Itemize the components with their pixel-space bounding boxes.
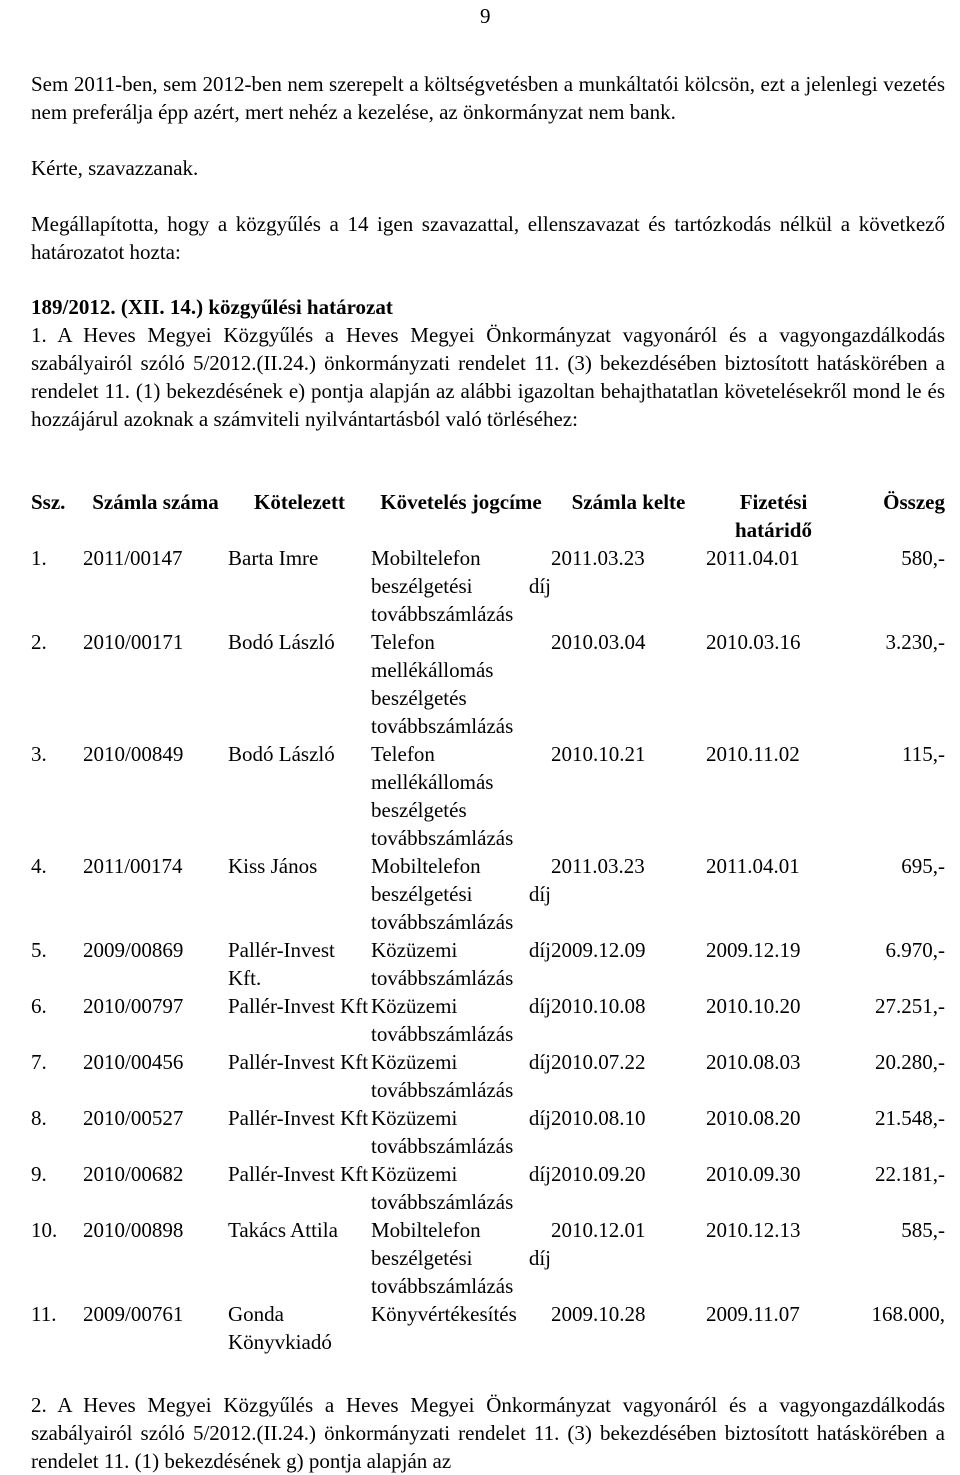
- row-kotelezett: Pallér-Invest Kft: [228, 1106, 369, 1130]
- row-szamla-szama: 2010/00849: [83, 742, 184, 766]
- row-hatarido: 2011.04.01: [706, 546, 800, 570]
- resolution-point-1: 1. A Heves Megyei Közgyűlés a Heves Megyei Önkormányzat vagyonáról és a vagyongazdálkodás szabályairól szóló 5/2012.(II.24.) önkormányzati rendelet 11. (3) bekezdésében biztosított hatáskörében a rendelet 11. (1) bekezdésének e) pontja alapján az alábbi igazoltan behajthatatlan követelésekről mond le és hozzájárul azoknak a számviteli nyilvántartásból való törléséhez:: [31, 323, 945, 431]
- row-kotelezett: Pallér-Invest Kft: [228, 1050, 369, 1074]
- row-kotelezett: Gonda Könyvkiadó: [228, 1302, 332, 1354]
- intro-paragraph-2: Kérte, szavazzanak.: [31, 156, 199, 180]
- row-kotelezett: Bodó László: [228, 630, 335, 654]
- row-hatarido: 2010.08.20: [706, 1106, 801, 1130]
- row-szamla-szama: 2010/00797: [83, 994, 184, 1018]
- row-szamla-szama: 2011/00147: [83, 546, 183, 570]
- row-jogcim: Telefon mellékállomás beszélgetés továbbszámlázás: [371, 630, 514, 738]
- row-osszeg: 21.548,-: [875, 1106, 945, 1130]
- claims-table: [31, 488, 945, 1356]
- row-szamla-szama: 2009/00761: [83, 1302, 184, 1326]
- table-row: [31, 1300, 945, 1356]
- row-kelte: 2011.03.23: [551, 854, 645, 878]
- intro-paragraph-3: Megállapította, hogy a közgyűlés a 14 igen szavazattal, ellenszavazat és tartózkodás nélkül a következő határozatot hozta:: [31, 212, 945, 264]
- row-hatarido: 2010.09.30: [706, 1162, 801, 1186]
- row-ssz: 1.: [31, 546, 47, 570]
- row-osszeg: 22.181,-: [875, 1162, 945, 1186]
- table-row: [31, 852, 945, 936]
- row-kotelezett: Pallér-Invest Kft: [228, 994, 369, 1018]
- row-jogcim: Közüzemi díj továbbszámlázás: [371, 994, 551, 1046]
- row-hatarido: 2009.12.19: [706, 938, 801, 962]
- row-kelte: 2009.12.09: [551, 938, 646, 962]
- table-header-row: [31, 488, 945, 544]
- row-ssz: 10.: [31, 1218, 58, 1242]
- header-kotelezett: Kötelezett: [254, 490, 345, 514]
- row-kelte: 2010.10.21: [551, 742, 646, 766]
- row-ssz: 9.: [31, 1162, 47, 1186]
- row-szamla-szama: 2010/00682: [83, 1162, 184, 1186]
- row-kotelezett: Takács Attila: [228, 1218, 338, 1242]
- row-hatarido: 2010.08.03: [706, 1050, 801, 1074]
- row-osszeg: 3.230,-: [885, 630, 945, 654]
- row-szamla-szama: 2010/00527: [83, 1106, 184, 1130]
- row-szamla-szama: 2010/00898: [83, 1218, 184, 1242]
- row-osszeg: 168.000,: [871, 1302, 945, 1326]
- row-kelte: 2010.07.22: [551, 1050, 646, 1074]
- row-ssz: 8.: [31, 1106, 47, 1130]
- row-ssz: 7.: [31, 1050, 47, 1074]
- row-hatarido: 2009.11.07: [706, 1302, 800, 1326]
- row-kelte: 2010.09.20: [551, 1162, 646, 1186]
- row-kotelezett: Kiss János: [228, 854, 318, 878]
- row-jogcim: Közüzemi díj továbbszámlázás: [371, 1106, 551, 1158]
- row-kelte: 2009.10.28: [551, 1302, 646, 1326]
- footer-text: [31, 1391, 945, 1475]
- row-kelte: 2010.08.10: [551, 1106, 646, 1130]
- row-kotelezett: Barta Imre: [228, 546, 319, 570]
- header-hatarido: Fizetési határidő: [734, 490, 812, 542]
- row-jogcim: Könyvértékesítés: [371, 1302, 517, 1326]
- row-kelte: 2010.12.01: [551, 1218, 646, 1242]
- row-ssz: 2.: [31, 630, 47, 654]
- row-kelte: 2010.10.08: [551, 994, 646, 1018]
- table-row: [31, 544, 945, 628]
- row-hatarido: 2011.04.01: [706, 854, 800, 878]
- intro-paragraph-1: Sem 2011-ben, sem 2012-ben nem szerepelt a költségvetésben a munkáltatói kölcsön, ezt a jelenlegi vezetés nem preferálja épp azért, mert nehéz a kezelése, az önkormányzat nem bank.: [31, 72, 945, 124]
- row-jogcim: Közüzemi díj továbbszámlázás: [371, 938, 551, 990]
- row-kotelezett: Pallér-Invest Kft.: [228, 938, 335, 990]
- row-jogcim: Közüzemi díj továbbszámlázás: [371, 1162, 551, 1214]
- row-ssz: 5.: [31, 938, 47, 962]
- row-jogcim: Telefon mellékállomás beszélgetés továbbszámlázás: [371, 742, 514, 850]
- row-osszeg: 580,-: [901, 546, 945, 570]
- header-kelte: Számla kelte: [571, 490, 686, 514]
- table-row: [31, 1104, 945, 1160]
- row-osszeg: 20.280,-: [875, 1050, 945, 1074]
- row-ssz: 4.: [31, 854, 47, 878]
- table-row: [31, 992, 945, 1048]
- row-hatarido: 2010.10.20: [706, 994, 801, 1018]
- row-kotelezett: Pallér-Invest Kft: [228, 1162, 369, 1186]
- row-jogcim: Mobiltelefon beszélgetési díj továbbszámlázás: [371, 1218, 551, 1298]
- row-jogcim: Mobiltelefon beszélgetési díj továbbszámlázás: [371, 546, 551, 626]
- row-hatarido: 2010.03.16: [706, 630, 801, 654]
- table-row: [31, 1216, 945, 1300]
- header-osszeg: Összeg: [883, 490, 945, 514]
- row-szamla-szama: 2010/00171: [83, 630, 184, 654]
- row-jogcim: Közüzemi díj továbbszámlázás: [371, 1050, 551, 1102]
- page-number: 9: [480, 4, 491, 28]
- row-osszeg: 6.970,-: [885, 938, 945, 962]
- row-kelte: 2010.03.04: [551, 630, 646, 654]
- row-ssz: 6.: [31, 994, 47, 1018]
- resolution-point-2: 2. A Heves Megyei Közgyűlés a Heves Megyei Önkormányzat vagyonáról és a vagyongazdálkodás szabályairól szóló 5/2012.(II.24.) önkormányzati rendelet 11. (3) bekezdésében biztosított hatáskörében a rendelet 11. (1) bekezdésének g) pontja alapján az: [31, 1393, 945, 1473]
- header-jogcim: Követelés jogcíme: [380, 490, 542, 514]
- row-szamla-szama: 2011/00174: [83, 854, 183, 878]
- table-row: [31, 936, 945, 992]
- header-ssz: Ssz.: [31, 490, 66, 514]
- row-szamla-szama: 2009/00869: [83, 938, 184, 962]
- header-szamla-szama: Számla száma: [92, 490, 219, 514]
- row-osszeg: 115,-: [902, 742, 945, 766]
- row-osszeg: 585,-: [901, 1218, 945, 1242]
- row-kelte: 2011.03.23: [551, 546, 645, 570]
- row-szamla-szama: 2010/00456: [83, 1050, 184, 1074]
- row-hatarido: 2010.11.02: [706, 742, 800, 766]
- row-ssz: 3.: [31, 742, 47, 766]
- row-kotelezett: Bodó László: [228, 742, 335, 766]
- table-row: [31, 628, 945, 740]
- table-row: [31, 1048, 945, 1104]
- row-jogcim: Mobiltelefon beszélgetési díj továbbszámlázás: [371, 854, 551, 934]
- table-row: [31, 740, 945, 852]
- row-ssz: 11.: [31, 1302, 57, 1326]
- row-hatarido: 2010.12.13: [706, 1218, 801, 1242]
- table-row: [31, 1160, 945, 1216]
- row-osszeg: 695,-: [901, 854, 945, 878]
- row-osszeg: 27.251,-: [875, 994, 945, 1018]
- resolution-title: 189/2012. (XII. 14.) közgyűlési határozat: [31, 295, 393, 319]
